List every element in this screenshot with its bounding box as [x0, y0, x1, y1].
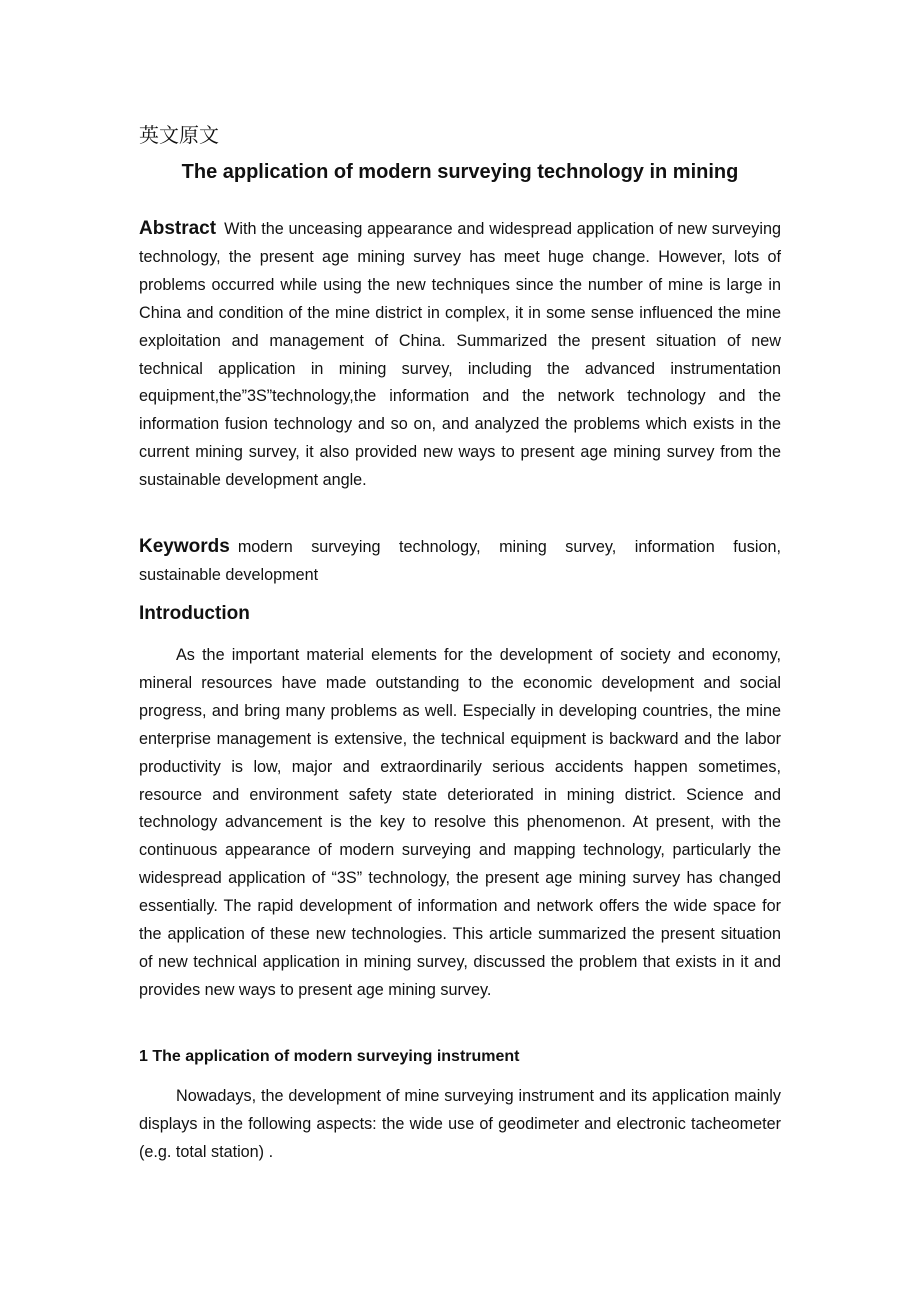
paper-title: The application of modern surveying technology in mining: [181, 161, 739, 183]
chinese-heading: 英文原文: [139, 123, 219, 147]
abstract-paragraph: [139, 215, 781, 495]
keywords-text: modern surveying technology, mining survey, information fusion, sustainable development: [139, 538, 781, 584]
abstract-text: With the unceasing appearance and widespread application of new surveying technology, the present age mining survey has meet huge change. However, lots of problems occurred while using the new techniques since the number of mine is large in China and condition of the mine district in complex, it in some sense influenced the mine exploitation and management of China. Summarized the present situation of new technical application in mining survey, including the advanced instrumentation equipment,the”3S”technology,the information and the network technology and the information fusion technology and so on, and analyzed the problems which exists in the current mining survey, it also provided new ways to present age mining survey from the sustainable development angle.: [139, 220, 781, 490]
introduction-heading: Introduction: [139, 603, 250, 624]
section-1-paragraph: Nowadays, the development of mine surveying instrument and its application mainly displays in the following aspects: the wide use of geodimeter and electronic tacheometer (e.g. total station) .: [139, 1087, 781, 1161]
section-1-heading: 1 The application of modern surveying instrument: [139, 1048, 520, 1065]
keywords-paragraph: [139, 533, 781, 590]
introduction-paragraph: As the important material elements for the development of society and economy, mineral resources have made outstanding to the economic development and social progress, and bring many problems as well. Especially in developing countries, the mine enterprise management is extensive, the technical equipment is backward and the labor productivity is low, major and extraordinarily serious accidents happen sometimes, resource and environment safety state deteriorated in mining district. Science and technology advancement is the key to resolve this phenomenon. At present, with the continuous appearance of modern surveying and mapping technology, particularly the widespread application of “3S” technology, the present age mining survey has changed essentially. The rapid development of information and network offers the wide space for the application of these new technologies. This article summarized the present situation of new technical application in mining survey, discussed the problem that exists in it and provides new ways to present age mining survey.: [139, 646, 781, 999]
keywords-label: Keywords: [139, 536, 230, 557]
abstract-label: Abstract: [139, 218, 217, 239]
